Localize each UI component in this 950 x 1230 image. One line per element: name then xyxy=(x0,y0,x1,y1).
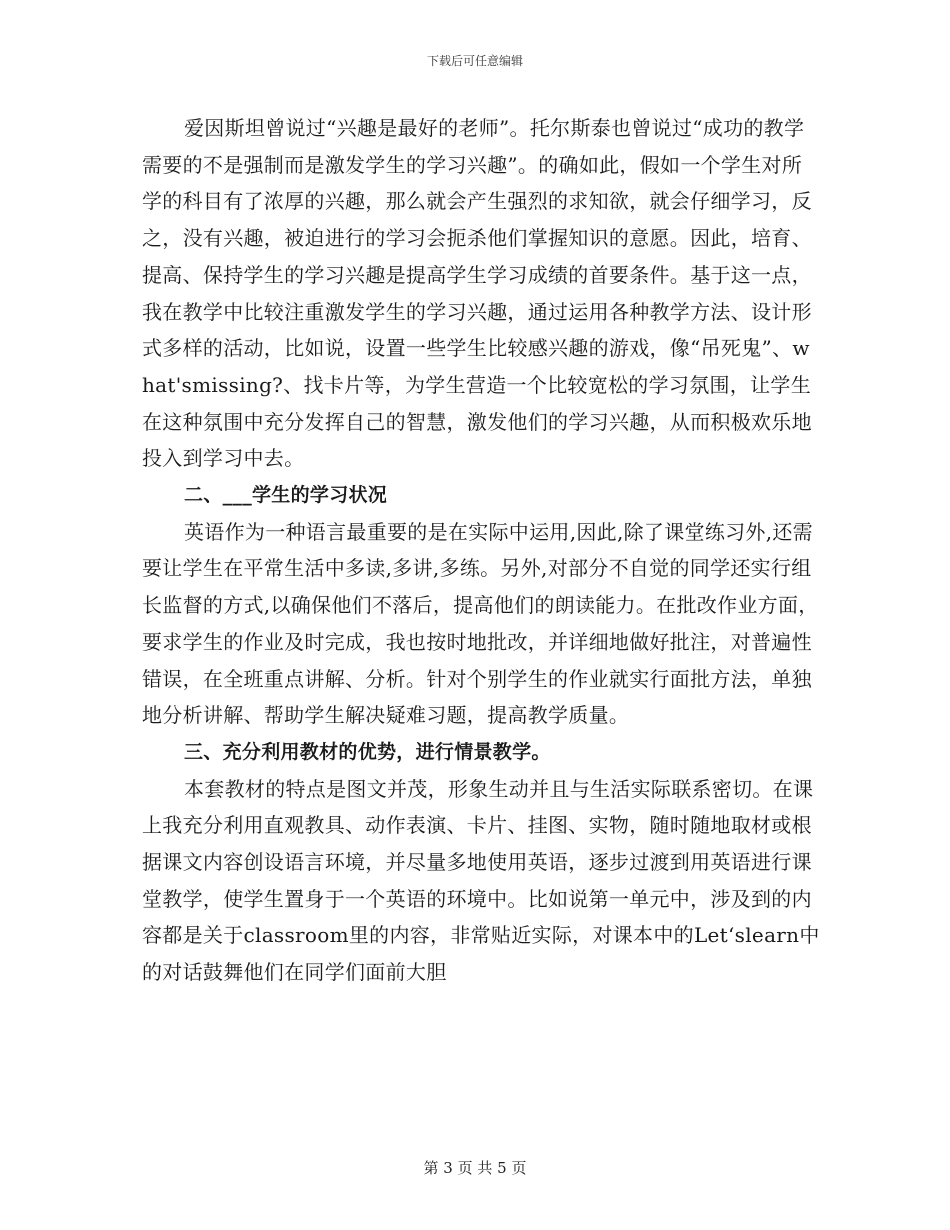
section-heading-3: 三、充分利用教材的优势，进行情景教学。 xyxy=(184,740,551,763)
paragraph-interest: 爱因斯坦曾说过“兴趣是最好的老师”。托尔斯泰也曾说过“成功的教学需要的不是强制而是激发学生的学习兴趣”。的确如此，假如一个学生对所学的科目有了浓厚的兴趣，那么就会产生强烈的求知欲，就会仔细学习，反之，没有兴趣，被迫进行的学习会扼杀他们掌握知识的意愿。因此，培育、提高、保持学生的学习兴趣是提高学生学习成绩的首要条件。基于这一点，我在教学中比较注重激发学生的学习兴趣，通过运用各种教学方法、设计形式多样的活动，比如说，设置一些学生比较感兴趣的游戏，像“吊死鬼”、what'smissing?、找卡片等，为学生营造一个比较宽松的学习氛围，让学生在这种氛围中充分发挥自己的智慧，激发他们的学习兴趣，从而积极欢乐地投入到学习中去。 xyxy=(142,116,812,471)
paragraph-textbook: 本套教材的特点是图文并茂，形象生动并且与生活实际联系密切。在课上我充分利用直观教具、动作表演、卡片、挂图、实物，随时随地取材或根据课文内容创设语言环境，并尽量多地使用英语，逐步过渡到用英语进行课堂教学，使学生置身于一个英语的环境中。比如说第一单元中，涉及到的内容都是关于classroom里的内容，非常贴近实际，对课本中的Let‘slearn中的对话鼓舞他们在同学们面前大胆 xyxy=(142,776,820,985)
page-number: 第 3 页 共 5 页 xyxy=(423,1159,527,1177)
page-header: 下载后可任意编辑 xyxy=(426,54,523,68)
section-heading-2: 二、___学生的学习状况 xyxy=(184,484,388,507)
document-body xyxy=(142,110,822,991)
paragraph-study-status: 英语作为一种语言最重要的是在实际中运用,因此,除了课堂练习外,还需要让学生在平常生活中多读,多讲,多练。另外,对部分不自觉的同学还实行组长监督的方式,以确保他们不落后，提高他们的朗读能力。在批改作业方面，要求学生的作业及时完成，我也按时地批改，并详细地做好批注，对普遍性错误，在全班重点讲解、分析。针对个别学生的作业就实行面批方法，单独地分析讲解、帮助学生解决疑难习题，提高教学质量。 xyxy=(142,519,819,728)
